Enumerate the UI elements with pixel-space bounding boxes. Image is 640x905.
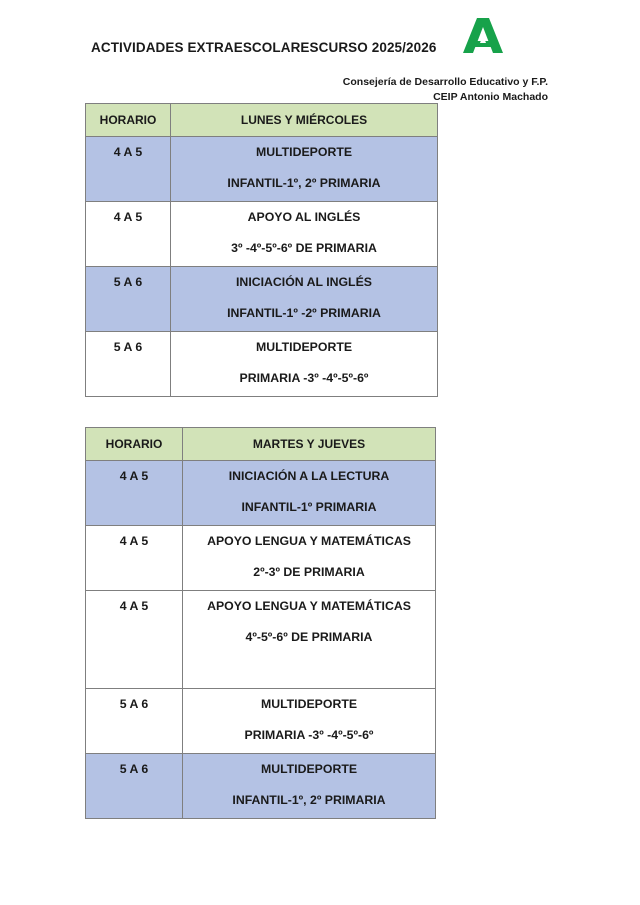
row-group: 3º -4º-5º-6º DE PRIMARIA (231, 241, 377, 255)
org-header (343, 75, 548, 105)
row-group: INFANTIL-1º PRIMARIA (241, 500, 377, 514)
row-activity: APOYO LENGUA Y MATEMÁTICAS (207, 534, 411, 548)
row-activity: MULTIDEPORTE (255, 145, 353, 159)
row-time: 4 A 5 (113, 145, 143, 159)
table-row (86, 202, 438, 267)
row-group: INFANTIL-1º -2º PRIMARIA (227, 306, 381, 320)
row-time: 5 A 6 (113, 340, 143, 354)
row-time: 5 A 6 (119, 762, 149, 776)
row-time: 4 A 5 (119, 469, 149, 483)
table-row (86, 137, 438, 202)
row-activity: APOYO LENGUA Y MATEMÁTICAS (207, 599, 411, 613)
row-group: INFANTIL-1º, 2º PRIMARIA (227, 176, 381, 190)
table-header-row (86, 104, 438, 137)
row-time: 4 A 5 (119, 534, 149, 548)
page-title: ACTIVIDADES EXTRAESCOLARESCURSO 2025/2026 (91, 40, 437, 55)
table-header-row (86, 428, 436, 461)
row-time: 4 A 5 (119, 599, 149, 613)
org-line-school: CEIP Antonio Machado (433, 91, 548, 103)
header-days: LUNES Y MIÉRCOLES (171, 104, 438, 137)
header-horario: HORARIO (86, 428, 183, 461)
row-group: PRIMARIA -3º -4º-5º-6º (244, 728, 374, 742)
header-days: MARTES Y JUEVES (183, 428, 436, 461)
table-row (86, 332, 438, 397)
row-activity: MULTIDEPORTE (260, 697, 358, 711)
junta-andalucia-logo-icon (463, 16, 503, 54)
row-group: INFANTIL-1º, 2º PRIMARIA (232, 793, 386, 807)
table-row (86, 754, 436, 819)
table-row (86, 591, 436, 689)
row-time: 5 A 6 (119, 697, 149, 711)
row-activity: INICIACIÓN AL INGLÉS (236, 275, 372, 289)
row-group: 4º-5º-6º DE PRIMARIA (245, 630, 373, 644)
table-row (86, 267, 438, 332)
row-activity: MULTIDEPORTE (255, 340, 353, 354)
row-activity: MULTIDEPORTE (260, 762, 358, 776)
schedule-table-monday-wednesday (85, 103, 438, 397)
row-time: 5 A 6 (113, 275, 143, 289)
row-group: PRIMARIA -3º -4º-5º-6º (239, 371, 369, 385)
row-activity: INICIACIÓN A LA LECTURA (228, 469, 390, 483)
table-row (86, 526, 436, 591)
row-time: 4 A 5 (113, 210, 143, 224)
schedule-table-tuesday-thursday (85, 427, 436, 819)
table-row (86, 689, 436, 754)
table-row (86, 461, 436, 526)
row-group: 2º-3º DE PRIMARIA (253, 565, 365, 579)
org-line-ministry: Consejería de Desarrollo Educativo y F.P. (342, 76, 548, 88)
header-horario: HORARIO (86, 104, 171, 137)
row-activity: APOYO AL INGLÉS (247, 210, 361, 224)
